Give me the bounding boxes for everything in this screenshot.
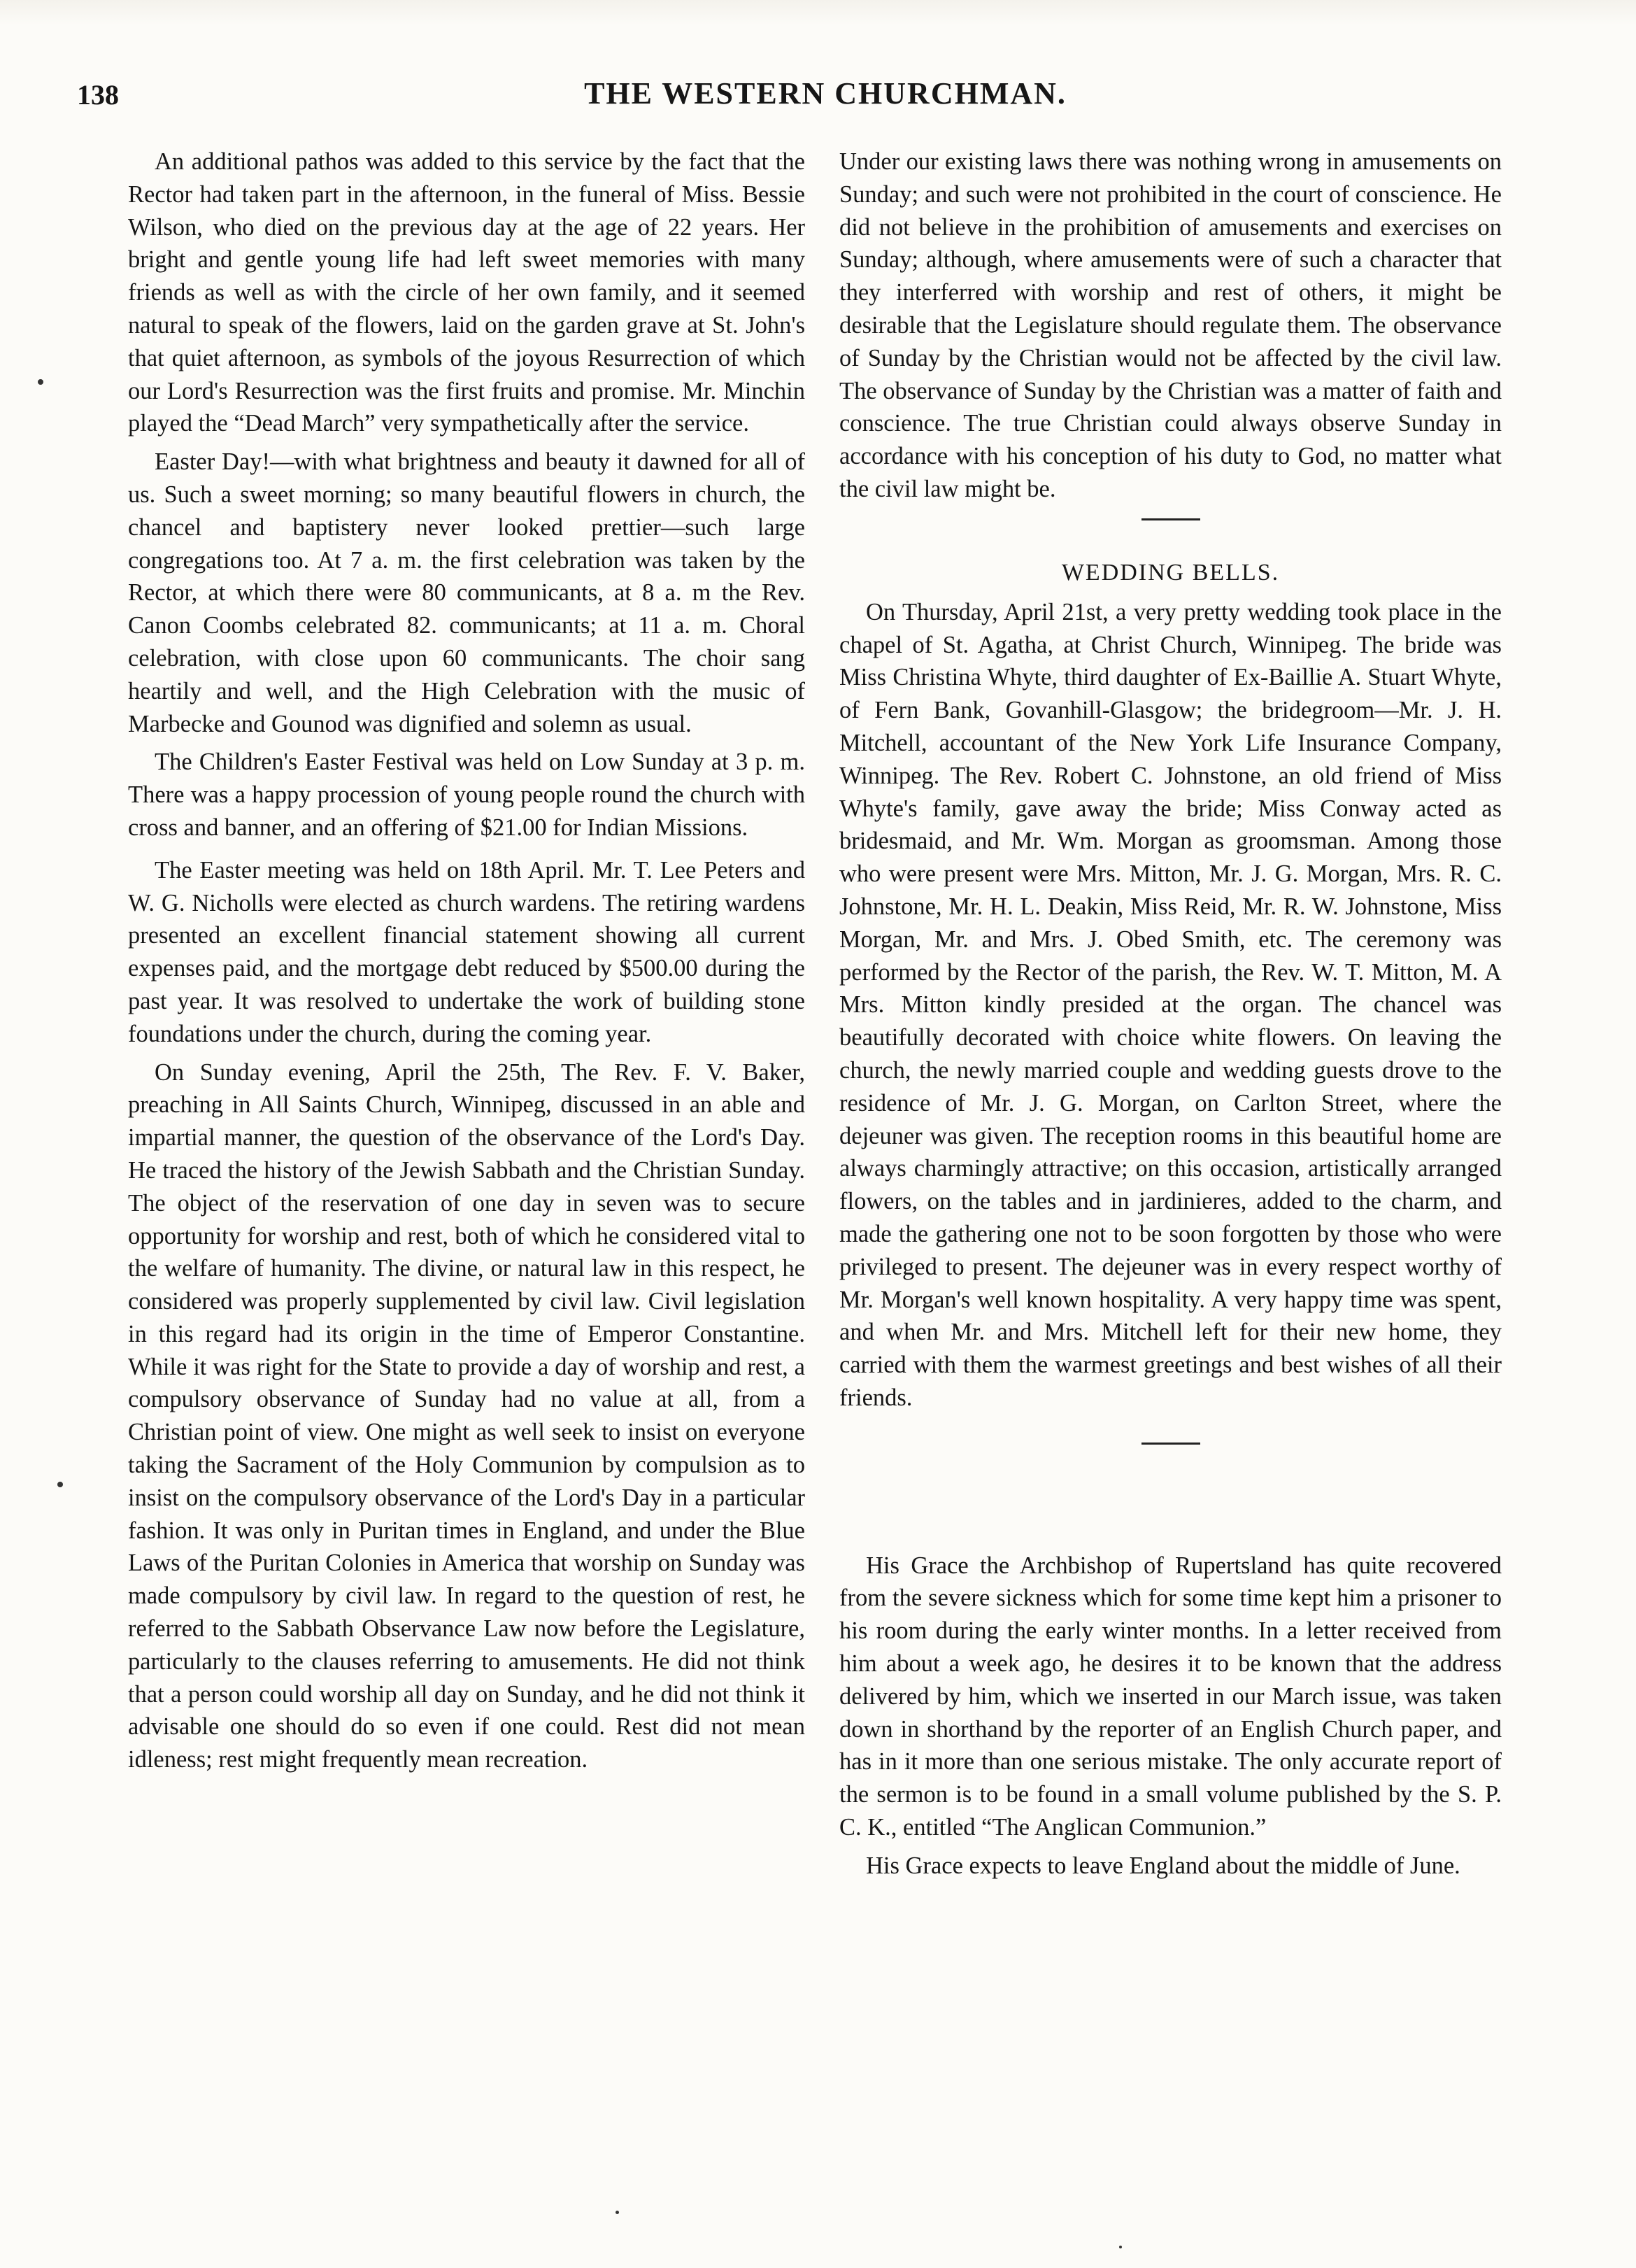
continued-paragraph: Under our existing laws there was nothing wrong in amusements on Sunday; and such were not prohibited in the court of conscience. He did not believe in the prohibition of amusements and exercises on Sunday; although, where amusements were of such a character that they interferred with worship and rest of others, it might be desirable that the Legislature should regulate them. The observance of Sunday by the Christian would not be affected by the civil law. The observance of Sunday by the Christian was a matter of faith and conscience. The true Christian could always observe Sunday in accordance with his conception of his duty to God, no matter what the civil law might be. [839,148,1502,502]
article-paragraph: The Children's Easter Festival was held on Low Sunday at 3 p. m. There was a happy procession of young people round the church with cross and banner, and an offering of $21.00 for Indian Missions. [128,749,805,841]
journal-title: THE WESTERN CHURCHMAN. [584,76,1067,111]
ink-speck [57,1482,63,1487]
closing-paragraph: His Grace expects to leave England about the middle of June. [866,1852,1460,1879]
scan-shadow [0,0,1636,25]
archbishop-paragraph: His Grace the Archbishop of Rupertsland has quite recovered from the severe sickness which for some time kept him a prisoner to his room during the early winter months. In a letter received from him about a week ago, he desires it to be known that the address delivered by him, which we inserted in our March issue, was taken down in shorthand by the reporter of an English Church paper, and has in it more than one serious mistake. The only accurate report of the sermon is to be found in a small volume published by the S. P. C. K., entitled “The Anglican Communion.” [839,1552,1502,1841]
page-header [77,76,1574,125]
article-paragraph: On Sunday evening, April the 25th, The Rev. F. V. Baker, preaching in All Saints Church, Winnipeg, discussed in an able and impartial manner, the question of the observance of the Lord's Day. He traced the history of the Jewish Sabbath and the Christian Sunday. The object of the reservation of one day in seven was to secure opportunity for worship and rest, both of which he considered vital to the welfare of humanity. The divine, or natural law in this respect, he considered was properly supplemented by civil law. Civil legislation in this regard had its origin in the time of Emperor Constantine. While it was right for the State to provide a day of worship and rest, a compulsory observance of Sunday had no value at all, from a Christian point of view. One might as well seek to insist on everyone taking the Sacrament of the Holy Communion by compulsion as to insist on the compulsory observance of the Lord's Day in a particular fashion. It was only in Puritan times in England, and under the Blue Laws of the Puritan Colonies in America that worship on Sunday was made compulsory by civil law. In regard to the question of rest, he referred to the Sabbath Observance Law now before the Legislature, particularly to the clauses referring to amusements. He did not think that a person could worship all day on Sunday, and he did not think it advisable one should do so even if one could. Rest did not mean idleness; rest might frequently mean recreation. [128,1058,805,1773]
left-column [128,146,805,1776]
section-divider [1141,1443,1200,1445]
article-paragraph: An additional pathos was added to this service by the fact that the Rector had taken part in the afternoon, in the funeral of Miss. Bessie Wilson, who died on the previous day at the age of 22 years. Her bright and gentle young life had left sweet memories with many friends as well as with the circle of her own family, and it seemed natural to speak of the flowers, laid on the garden grave at St. John's that quiet afternoon, as symbols of the joyous Resurrection of which our Lord's Resurrection was the first fruits and promise. Mr. Minchin played the “Dead March” very sympathetically after the service. [128,148,805,437]
article-paragraph: The Easter meeting was held on 18th April. Mr. T. Lee Peters and W. G. Nicholls were elected as church wardens. The retiring wardens presented an excellent financial statement showing all current expenses paid, and the mortgage debt reduced by $500.00 during the past year. It was resolved to undertake the work of building stone foundations under the church, during the coming year. [128,856,805,1047]
section-heading: WEDDING BELLS. [1061,559,1280,586]
page-number: 138 [77,79,119,111]
ink-speck [616,2211,619,2214]
ink-speck [1119,2246,1122,2248]
wedding-paragraph: On Thursday, April 21st, a very pretty wedding took place in the chapel of St. Agatha, at Christ Church, Winnipeg. The bride was Miss Christina Whyte, third daughter of Ex-Baillie A. Stuart Whyte, of Fern Bank, Govanhill-Glasgow; the bridegroom—Mr. J. H. Mitchell, accountant of the New York Life Insurance Company, Winnipeg. The Rev. Robert C. Johnstone, an old friend of Miss Whyte's family, gave away the bride; Miss Conway acted as bridesmaid, and Mr. Wm. Morgan as groomsman. Among those who were present were Mrs. Mitton, Mr. J. G. Morgan, Mrs. R. C. Johnstone, Mr. H. L. Deakin, Miss Reid, Mr. R. W. Johnstone, Miss Morgan, Mr. and Mrs. J. Obed Smith, etc. The ceremony was performed by the Rector of the parish, the Rev. W. T. Mitton, M. A Mrs. Mitton kindly presided at the organ. The chancel was beautifully decorated with choice white flowers. On leaving the church, the newly married couple and wedding guests drove to the residence of Mr. J. G. Morgan, on Carlton Street, where the dejeuner was given. The reception rooms in this beautiful home are always charmingly attractive; on this occasion, artistically arranged flowers, on the tables and in jardinieres, added to the charm, and made the gathering one not to be soon forgotten by those who were privileged to present. The dejeuner was in every respect worthy of Mr. Morgan's well known hospitality. A very happy time was spent, and when Mr. and Mrs. Mitchell left for their new home, they carried with them the warmest greetings and best wishes of all their friends. [839,598,1502,1411]
section-divider [1141,518,1200,520]
ink-speck [38,379,43,385]
article-paragraph: Easter Day!—with what brightness and beauty it dawned for all of us. Such a sweet morning; so many beautiful flowers in church, the chancel and baptistery never looked prettier—such large congregations too. At 7 a. m. the first celebration was taken by the Rector, at which there were 80 communicants, at 8 a. m the Rev. Canon Coombs celebrated 82. communicants; at 11 a. m. Choral celebration, with close upon 60 communicants. The choir sang heartily and well, and the High Celebration with the music of Marbecke and Gounod was dignified and solemn as usual. [128,448,805,737]
right-column [839,146,1502,1883]
